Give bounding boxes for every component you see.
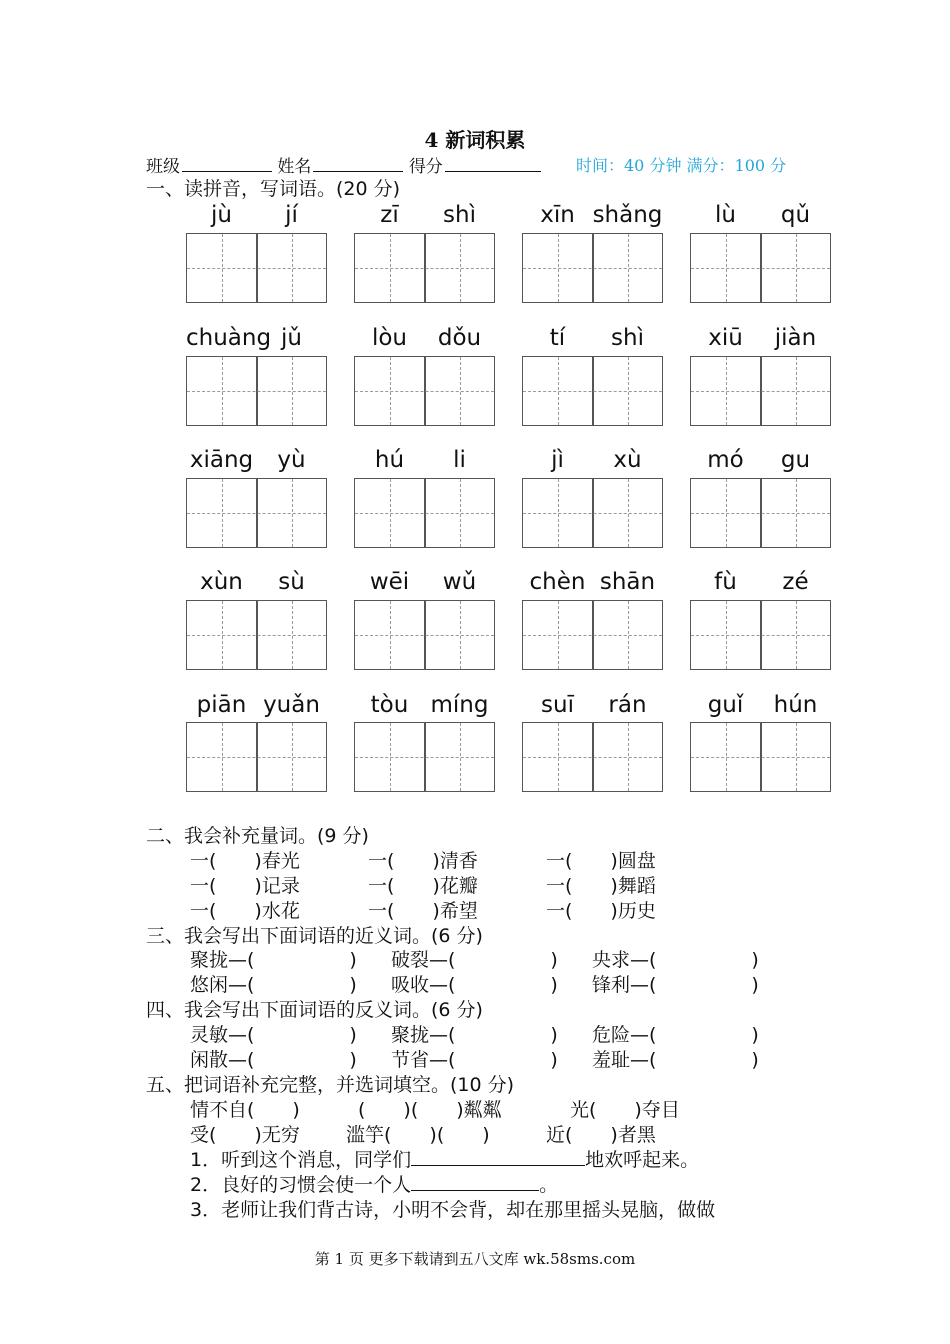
synonym-item[interactable]: 吸收—( ) <box>391 974 558 996</box>
pinyin-syllable: jì <box>551 447 564 473</box>
antonym-item[interactable]: 闲散—( ) <box>190 1049 357 1071</box>
idiom-item[interactable]: 滥竽( )( ) <box>346 1124 490 1146</box>
pinyin-syllable: zé <box>782 569 809 595</box>
page-footer: 第 1 页 更多下载请到五八文库 wk.58sms.com <box>314 1250 636 1268</box>
section3-heading: 三、我会写出下面词语的近义词。(6 分) <box>146 925 483 947</box>
pinyin-syllable: chuàng <box>186 325 272 351</box>
measure-word-item[interactable]: 一( )春光 <box>190 850 300 872</box>
question-1-blank[interactable] <box>411 1147 585 1166</box>
pinyin-syllable: dǒu <box>437 325 482 351</box>
writing-grid[interactable] <box>354 478 495 548</box>
pinyin-syllable: hú <box>374 447 405 473</box>
pinyin-syllable: wǔ <box>442 569 477 595</box>
writing-grid[interactable] <box>354 722 495 792</box>
writing-grid[interactable] <box>690 356 831 426</box>
pinyin-syllable: zī <box>380 202 399 228</box>
pinyin-syllable: xùn <box>200 569 243 595</box>
pinyin-syllable: gu <box>780 447 811 473</box>
pinyin-syllable: piān <box>196 692 247 718</box>
pinyin-syllable: xiū <box>708 325 743 351</box>
time-info: 时间：40 分钟 满分：100 分 <box>576 156 787 175</box>
pinyin-syllable: shǎng <box>592 202 663 228</box>
idiom-item[interactable]: 近( )者黑 <box>546 1124 656 1146</box>
name-label: 姓名 <box>277 157 312 177</box>
writing-grid[interactable] <box>522 722 663 792</box>
idiom-item[interactable]: ( )( )粼粼 <box>358 1099 502 1121</box>
pinyin-syllable: li <box>453 447 466 473</box>
idiom-item[interactable]: 情不自( ) <box>190 1099 300 1121</box>
antonym-item[interactable]: 节省—( ) <box>391 1049 558 1071</box>
pinyin-syllable: yù <box>277 447 306 473</box>
synonym-item[interactable]: 破裂—( ) <box>391 949 558 971</box>
pinyin-syllable: tòu <box>370 692 409 718</box>
writing-grid[interactable] <box>690 600 831 670</box>
pinyin-syllable: lù <box>715 202 736 228</box>
synonym-item[interactable]: 悠闲—( ) <box>190 974 357 996</box>
pinyin-syllable: xù <box>613 447 642 473</box>
idiom-item[interactable]: 光( )夺目 <box>570 1099 680 1121</box>
pinyin-syllable: rán <box>608 692 647 718</box>
section5-heading: 五、把词语补充完整，并选词填空。(10 分) <box>146 1074 515 1096</box>
section2-heading: 二、我会补充量词。(9 分) <box>146 825 369 847</box>
synonym-item[interactable]: 锋利—( ) <box>592 974 759 996</box>
writing-grid[interactable] <box>354 600 495 670</box>
writing-grid[interactable] <box>354 233 495 303</box>
pinyin-syllable: hún <box>773 692 818 718</box>
pinyin-syllable: shì <box>443 202 476 228</box>
pinyin-syllable: xīn <box>540 202 575 228</box>
antonym-item[interactable]: 灵敏—( ) <box>190 1024 357 1046</box>
measure-word-item[interactable]: 一( )圆盘 <box>546 850 656 872</box>
pinyin-syllable: jǔ <box>281 325 302 351</box>
question-2-end: 。 <box>539 1174 559 1196</box>
question-1-end: 地欢呼起来。 <box>585 1149 700 1171</box>
class-label: 班级 <box>146 157 180 177</box>
section4-heading: 四、我会写出下面词语的反义词。(6 分) <box>146 999 483 1021</box>
class-blank[interactable] <box>182 155 272 172</box>
writing-grid[interactable] <box>690 233 831 303</box>
writing-grid[interactable] <box>186 478 327 548</box>
pinyin-syllable: tí <box>549 325 566 351</box>
question-2-blank[interactable] <box>411 1172 539 1191</box>
measure-word-item[interactable]: 一( )水花 <box>190 900 300 922</box>
pinyin-syllable: jiàn <box>774 325 817 351</box>
writing-grid[interactable] <box>522 233 663 303</box>
pinyin-syllable: guǐ <box>707 692 744 718</box>
pinyin-syllable: yuǎn <box>263 692 320 718</box>
antonym-item[interactable]: 羞耻—( ) <box>592 1049 759 1071</box>
idiom-item[interactable]: 受( )无穷 <box>190 1124 300 1146</box>
page-title: 4 新词积累 <box>424 128 526 152</box>
pinyin-syllable: mó <box>707 447 744 473</box>
pinyin-syllable: míng <box>430 692 489 718</box>
score-label: 得分 <box>408 157 443 177</box>
pinyin-syllable: shān <box>599 569 656 595</box>
measure-word-item[interactable]: 一( )记录 <box>190 875 300 897</box>
writing-grid[interactable] <box>186 600 327 670</box>
question-3: 3．老师让我们背古诗，小明不会背，却在那里摇头晃脑，做做 <box>190 1199 716 1221</box>
section1-heading: 一、读拼音，写词语。(20 分) <box>146 178 401 200</box>
pinyin-syllable: wēi <box>369 569 410 595</box>
pinyin-syllable: sù <box>278 569 305 595</box>
measure-word-item[interactable]: 一( )希望 <box>368 900 478 922</box>
antonym-item[interactable]: 聚拢—( ) <box>391 1024 558 1046</box>
pinyin-syllable: jù <box>211 202 232 228</box>
writing-grid[interactable] <box>186 356 327 426</box>
writing-grid[interactable] <box>690 722 831 792</box>
synonym-item[interactable]: 央求—( ) <box>592 949 759 971</box>
pinyin-syllable: lòu <box>371 325 408 351</box>
measure-word-item[interactable]: 一( )舞蹈 <box>546 875 656 897</box>
measure-word-item[interactable]: 一( )花瓣 <box>368 875 478 897</box>
writing-grid[interactable] <box>690 478 831 548</box>
writing-grid[interactable] <box>186 233 327 303</box>
name-blank[interactable] <box>313 155 403 172</box>
score-blank[interactable] <box>445 155 541 172</box>
pinyin-syllable: xiāng <box>189 447 254 473</box>
question-2 <box>190 1170 558 1197</box>
writing-grid[interactable] <box>522 600 663 670</box>
pinyin-syllable: qǔ <box>780 202 811 228</box>
antonym-item[interactable]: 危险—( ) <box>592 1024 759 1046</box>
measure-word-item[interactable]: 一( )清香 <box>368 850 478 872</box>
question-2-text: 2．良好的习惯会使一个人 <box>190 1174 412 1196</box>
writing-grid[interactable] <box>354 356 495 426</box>
writing-grid[interactable] <box>522 356 663 426</box>
pinyin-syllable: suī <box>541 692 574 718</box>
pinyin-syllable: jí <box>285 202 298 228</box>
writing-grid[interactable] <box>522 478 663 548</box>
pinyin-syllable: fù <box>714 569 737 595</box>
question-1-text: 1．听到这个消息，同学们 <box>190 1149 412 1171</box>
synonym-item[interactable]: 聚拢—( ) <box>190 949 357 971</box>
measure-word-item[interactable]: 一( )历史 <box>546 900 656 922</box>
writing-grid[interactable] <box>186 722 327 792</box>
question-1 <box>190 1145 699 1172</box>
pinyin-syllable: chèn <box>529 569 586 595</box>
pinyin-syllable: shì <box>611 325 644 351</box>
